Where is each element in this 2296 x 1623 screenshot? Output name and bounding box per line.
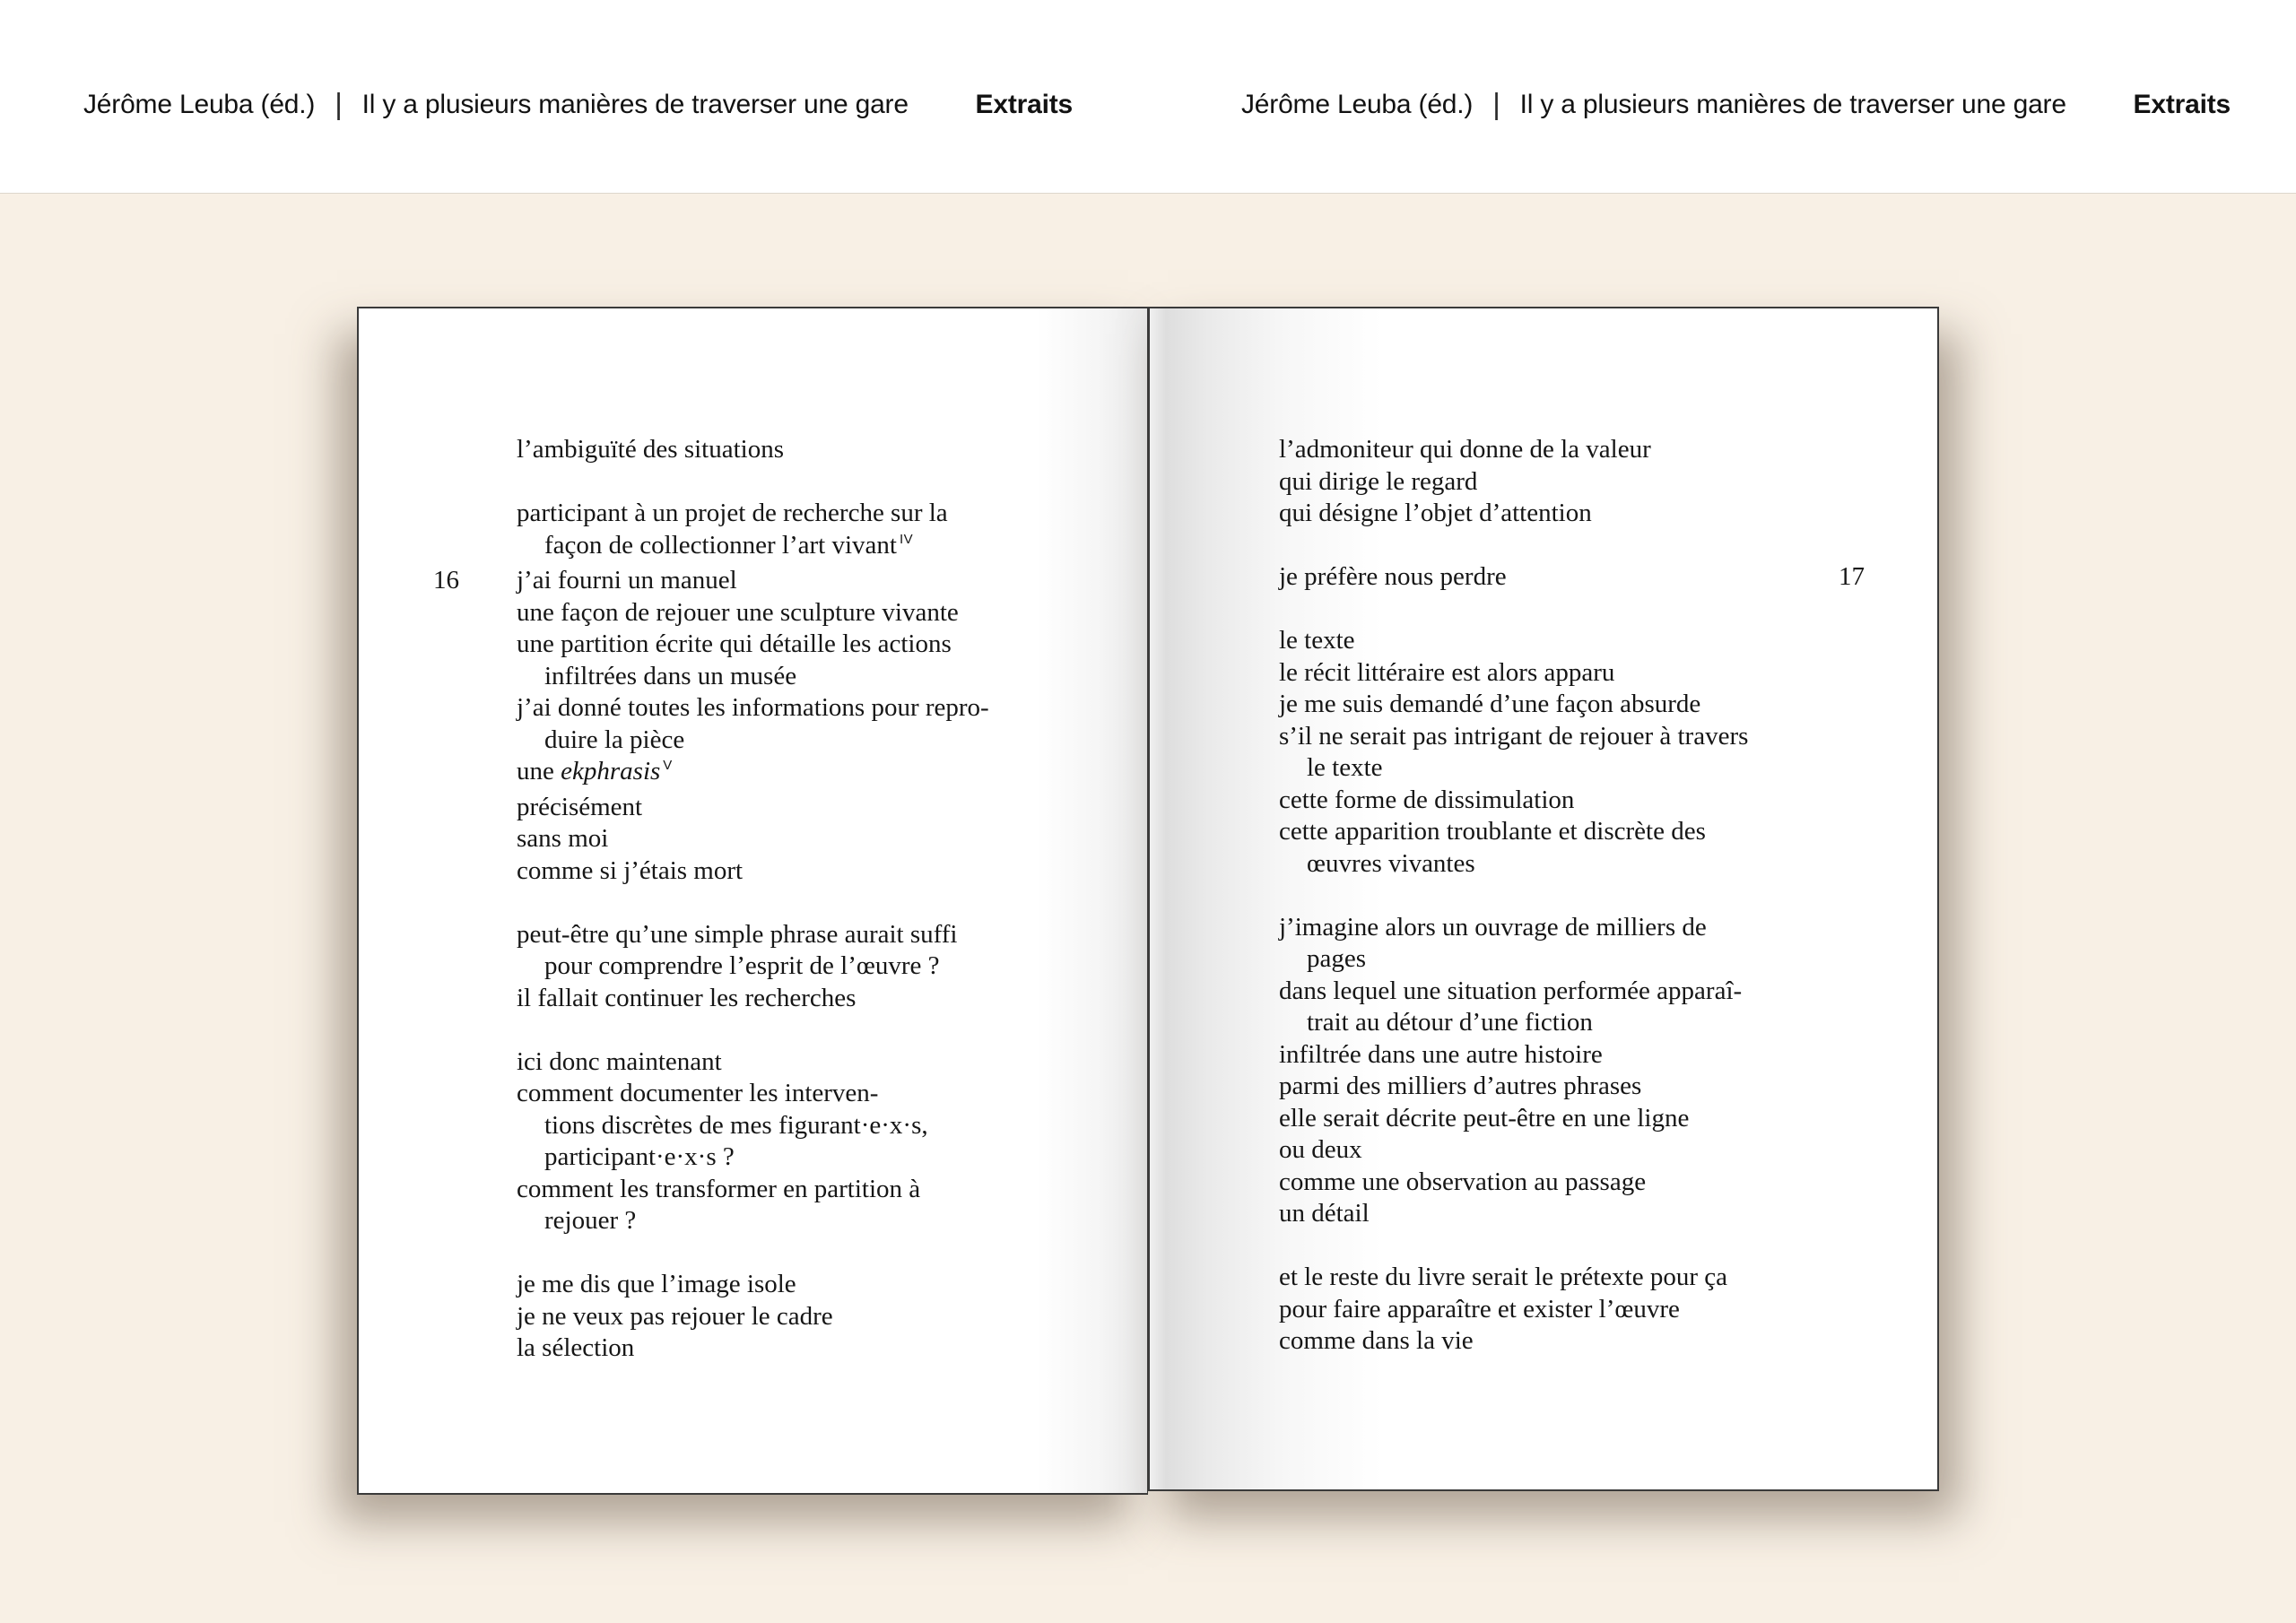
- page-number: 16: [433, 566, 459, 595]
- line-text: le récit littéraire est alors apparu: [1279, 657, 1615, 687]
- text-line: [517, 950, 1095, 983]
- footnote-marker: V: [663, 758, 673, 773]
- book-page-left[interactable]: [357, 307, 1148, 1495]
- italic-text: ekphrasis: [561, 757, 661, 785]
- line-text: ici donc maintenant: [517, 1046, 722, 1076]
- line-text: je préfère nous perdre: [1279, 562, 1507, 591]
- nav-item-extraits[interactable]: Extraits: [2133, 89, 2231, 119]
- line-text: j’ai donné toutes les informations pour repro-: [517, 693, 989, 722]
- text-line: [1279, 1230, 1857, 1263]
- text-line: [1279, 912, 1857, 944]
- book-page-right[interactable]: [1148, 307, 1939, 1491]
- text-line: [1279, 689, 1857, 721]
- text-line: [517, 887, 1095, 919]
- line-text: comment documenter les interven-: [517, 1079, 879, 1107]
- text-line: [517, 498, 1095, 530]
- nav-item-extraits[interactable]: Extraits: [975, 89, 1073, 119]
- line-text: infiltrée dans une autre histoire: [1279, 1039, 1603, 1069]
- site-title-link[interactable]: [1241, 88, 2066, 122]
- line-text: il fallait continuer les recherches: [517, 983, 857, 1012]
- line-text: je me suis demandé d’une façon absurde: [1279, 690, 1701, 718]
- line-text: le texte: [1307, 753, 1383, 782]
- line-text: façon de collectionner l’art vivant: [544, 530, 897, 560]
- line-text: une: [517, 757, 561, 785]
- author-name: Jérôme Leuba (éd.): [83, 89, 316, 119]
- text-line: [517, 597, 1095, 629]
- line-text: et le reste du livre serait le prétexte pour ça: [1279, 1263, 1728, 1291]
- text-line: [1279, 721, 1857, 753]
- text-line: [517, 530, 1095, 566]
- text-line: [517, 434, 1095, 466]
- text-line: [433, 565, 1095, 597]
- footnote-marker: IV: [899, 531, 914, 547]
- line-text: parmi des milliers d’autres phrases: [1279, 1072, 1642, 1100]
- line-text: le texte: [1279, 626, 1355, 655]
- line-text: rejouer ?: [544, 1206, 637, 1235]
- text-line: [517, 756, 1095, 792]
- line-text: comme dans la vie: [1279, 1326, 1474, 1355]
- text-line: [1279, 657, 1857, 690]
- line-text: qui désigne l’objet d’attention: [1279, 499, 1592, 527]
- text-line: [1279, 561, 1865, 594]
- text-line: [1279, 1294, 1857, 1326]
- text-line: [1279, 752, 1857, 785]
- line-text: j’imagine alors un ouvrage de milliers de: [1279, 912, 1707, 942]
- page-text-left: [433, 434, 1095, 1365]
- text-line: [1279, 1007, 1857, 1039]
- line-text: comme une observation au passage: [1279, 1167, 1647, 1196]
- line-text: duire la pièce: [544, 725, 685, 754]
- text-line: [517, 692, 1095, 725]
- divider: |: [1492, 86, 1500, 120]
- page-number: 17: [1839, 562, 1865, 591]
- text-line: [1279, 498, 1857, 530]
- line-text: une partition écrite qui détaille les actions: [517, 629, 952, 658]
- site-header: [0, 0, 2296, 194]
- text-line: [517, 725, 1095, 757]
- line-text: je me dis que l’image isole: [517, 1270, 796, 1298]
- text-line: [1279, 530, 1857, 562]
- text-line: [1279, 816, 1857, 848]
- text-line: [1279, 848, 1857, 881]
- divider: |: [335, 86, 343, 120]
- line-text: œuvres vivantes: [1307, 848, 1475, 878]
- text-line: [517, 983, 1095, 1015]
- text-line: [1279, 434, 1857, 466]
- line-text: je ne veux pas rejouer le cadre: [517, 1301, 833, 1331]
- text-line: [1279, 625, 1857, 657]
- text-line: [517, 1014, 1095, 1046]
- text-line: [517, 792, 1095, 824]
- text-line: [1279, 1071, 1857, 1103]
- book-title: Il y a plusieurs manières de traverser une gare: [361, 89, 909, 119]
- line-text: tions discrètes de mes figurant·e·x·s,: [544, 1110, 928, 1140]
- line-text: cette forme de dissimulation: [1279, 785, 1575, 814]
- page-text-right: [1279, 434, 1865, 1358]
- header-left: [83, 88, 1073, 122]
- line-text: peut-être qu’une simple phrase aurait suffi: [517, 919, 958, 949]
- line-text: comme si j’étais mort: [517, 855, 744, 885]
- text-line: [517, 855, 1095, 888]
- book-spread: [357, 307, 1939, 1495]
- text-line: [517, 1301, 1095, 1333]
- text-line: [1279, 1167, 1857, 1199]
- line-text: l’admoniteur qui donne de la valeur: [1279, 435, 1651, 464]
- text-line: [517, 1205, 1095, 1237]
- text-line: [517, 661, 1095, 693]
- text-line: [1279, 976, 1857, 1008]
- text-line: [1279, 1325, 1857, 1358]
- text-line: [517, 1269, 1095, 1301]
- text-line: [1279, 1103, 1857, 1135]
- line-text: trait au détour d’une fiction: [1307, 1008, 1593, 1037]
- line-text: ou deux: [1279, 1135, 1362, 1164]
- line-text: l’ambiguïté des situations: [517, 435, 785, 464]
- line-text: j’ai fourni un manuel: [517, 566, 737, 595]
- text-line: [517, 1141, 1095, 1174]
- line-text: un détail: [1279, 1199, 1370, 1228]
- line-text: comment les transformer en partition à: [517, 1174, 921, 1203]
- text-line: [517, 1046, 1095, 1079]
- line-text: qui dirige le regard: [1279, 466, 1478, 496]
- line-text: une façon de rejouer une sculpture vivante: [517, 597, 959, 627]
- line-text: cette apparition troublante et discrète des: [1279, 817, 1706, 846]
- text-line: [517, 1237, 1095, 1270]
- text-line: [1279, 594, 1857, 626]
- text-line: [1279, 943, 1857, 976]
- text-line: [1279, 1039, 1857, 1072]
- text-line: [1279, 880, 1857, 912]
- line-text: sans moi: [517, 824, 609, 853]
- author-name: Jérôme Leuba (éd.): [1241, 89, 1474, 119]
- line-text: précisément: [517, 792, 643, 821]
- line-text: infiltrées dans un musée: [544, 661, 797, 690]
- line-text: participant·e·x·s ?: [544, 1142, 735, 1171]
- book-title: Il y a plusieurs manières de traverser une gare: [1519, 89, 2066, 119]
- text-line: [517, 1332, 1095, 1365]
- line-text: dans lequel une situation performée apparaî-: [1279, 976, 1743, 1005]
- line-text: elle serait décrite peut-être en une ligne: [1279, 1103, 1690, 1133]
- text-line: [517, 629, 1095, 661]
- text-line: [517, 1110, 1095, 1142]
- text-line: [1279, 1198, 1857, 1230]
- text-line: [1279, 466, 1857, 499]
- text-line: [517, 823, 1095, 855]
- text-line: [1279, 1134, 1857, 1167]
- text-line: [517, 1078, 1095, 1110]
- line-text: pages: [1307, 944, 1367, 973]
- line-text: s’il ne serait pas intrigant de rejouer à travers: [1279, 721, 1749, 751]
- text-line: [1279, 1262, 1857, 1294]
- line-text: pour comprendre l’esprit de l’œuvre ?: [544, 951, 940, 980]
- text-line: [517, 466, 1095, 499]
- header-right: [1241, 88, 2231, 122]
- line-text: participant à un projet de recherche sur la: [517, 499, 948, 527]
- line-text: pour faire apparaître et exister l’œuvre: [1279, 1294, 1680, 1324]
- text-line: [1279, 785, 1857, 817]
- text-line: [517, 1174, 1095, 1206]
- site-title-link[interactable]: [83, 88, 909, 122]
- text-line: [517, 919, 1095, 951]
- line-text: la sélection: [517, 1333, 635, 1362]
